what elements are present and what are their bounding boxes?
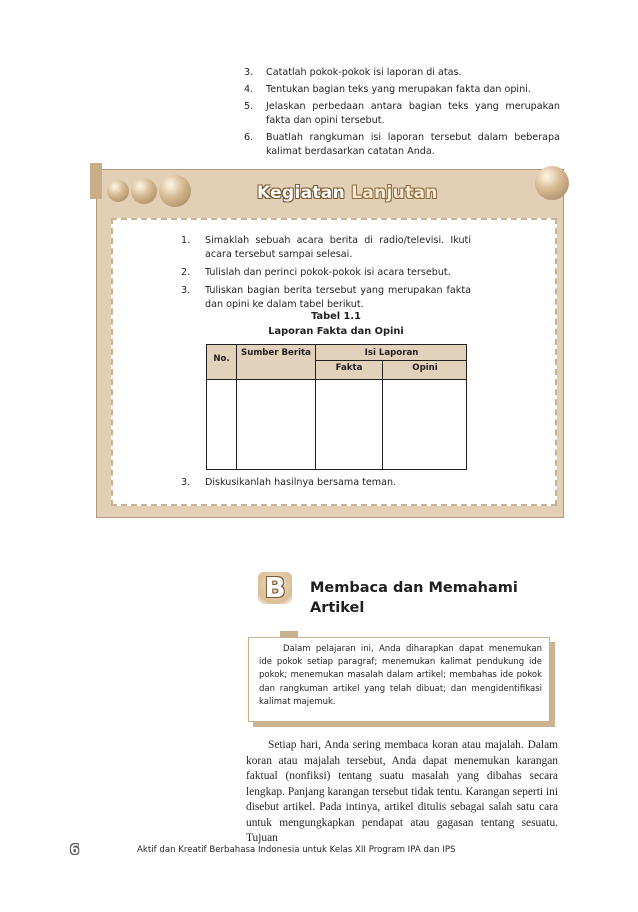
decorative-ball-icon — [535, 166, 569, 200]
fakta-opini-table — [206, 344, 467, 470]
header-sumber-berita: Sumber Berita — [241, 348, 311, 358]
decorative-ball-icon — [107, 180, 129, 202]
decorative-ball-icon — [159, 175, 191, 207]
table-caption-title: Laporan Fakta dan Opini — [268, 326, 404, 337]
section-b-badge: B — [258, 572, 292, 604]
decorative-ball-icon — [131, 178, 157, 204]
learning-objective-box — [248, 637, 550, 722]
header-fakta: Fakta — [335, 363, 363, 373]
list-item: 3. Diskusikanlah hasilnya bersama teman. — [181, 477, 397, 488]
list-item: 3. Tuliskan bagian berita tersebut yang merupakan fakta dan opini ke dalam tabel berikut. — [181, 285, 471, 310]
learning-objective-text: Dalam pelajaran ini, Anda diharapkan dapat menemukan ide pokok setiap paragraf; menemukan kalimat pendukung ide pokok; menemukan masalah dalam artikel; membahas ide pokok dan rangkuman artikel yang telah dibuat; dan mengidentifikasi kalimat majemuk. — [259, 644, 542, 707]
body-paragraph: Setiap hari, Anda sering membaca koran atau majalah. Dalam koran atau majalah tersebut, Anda dapat menemukan karangan faktual (nonfiksi) tentang suatu masalah yang dibahas secara lengkap. Panjang karangan tersebut tidak tentu. Karangan seperti ini disebut artikel. Pada intinya, artikel ditulis sebagai salah satu cara untuk mengungkapkan pendapat atau gagasan tentang sesuatu. Tujuan — [246, 739, 558, 844]
box-corner-tab — [90, 163, 102, 199]
footer-book-title: Aktif dan Kreatif Berbahasa Indonesia untuk Kelas XII Program IPA dan IPS — [137, 845, 456, 855]
list-item: 1. Simaklah sebuah acara berita di radio/televisi. Ikuti acara tersebut sampai selesai. — [181, 235, 471, 260]
header-isi-laporan: Isi Laporan — [364, 348, 419, 358]
list-item: 4. Tentukan bagian teks yang merupakan fakta dan opini. — [244, 84, 531, 95]
list-item: 2. Tulislah dan perinci pokok-pokok isi acara tersebut. — [181, 267, 451, 278]
list-item: 6. Buatlah rangkuman isi laporan tersebut dalam beberapa kalimat berdasarkan catatan Anda. — [244, 132, 560, 157]
page-number: 6 — [70, 843, 80, 858]
table-caption-number: Tabel 1.1 — [311, 311, 361, 322]
kegiatan-list — [181, 234, 471, 316]
header-opini: Opini — [412, 363, 438, 373]
section-title: Membaca dan Memahami Artikel — [310, 580, 518, 616]
list-item: 3. Catatlah pokok-pokok isi laporan di atas. — [244, 67, 462, 78]
kegiatan-title: Kegiatan Lanjutan — [257, 183, 438, 203]
top-instruction-list — [244, 66, 560, 162]
list-item: 5. Jelaskan perbedaan antara bagian teks yang merupakan fakta dan opini tersebut. — [244, 101, 560, 126]
header-no: No. — [213, 354, 230, 364]
